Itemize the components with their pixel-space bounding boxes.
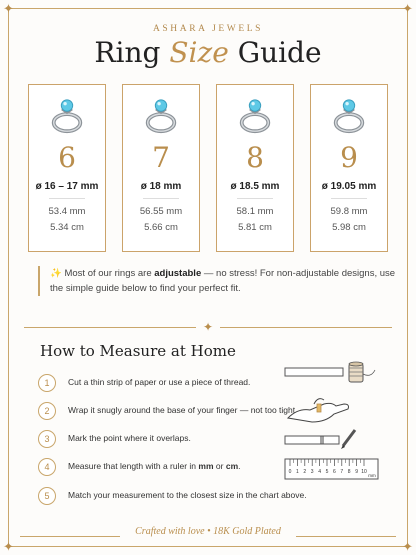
note-text-bold: adjustable	[154, 268, 202, 279]
ruler-tick-label: 10	[361, 469, 367, 475]
paper-strip-and-thread-icon	[283, 360, 383, 386]
ring-icon	[48, 97, 86, 135]
step-number: 2	[38, 402, 56, 420]
ruler-tick-label: 9	[355, 469, 358, 475]
step-text: Measure that length with a ruler in mm or cm.	[68, 461, 241, 471]
step-number: 3	[38, 430, 56, 448]
ruler-tick-label: 2	[303, 469, 307, 475]
how-to-measure-heading: How to Measure at Home	[40, 342, 236, 360]
ring-icon	[330, 97, 368, 135]
corner-star-icon: ✦	[402, 1, 413, 16]
ruler-unit-label: mm	[368, 473, 376, 478]
step-number: 4	[38, 458, 56, 476]
size-diameter: ø 19.05 mm	[321, 181, 377, 192]
size-number: 6	[58, 141, 76, 174]
title-part-1: Ring	[94, 36, 161, 69]
size-circumference-mm: 58.1 mm	[236, 206, 274, 217]
footer-tagline: Crafted with love • 18K Gold Plated	[135, 526, 281, 537]
card-divider	[49, 198, 85, 199]
corner-star-icon: ✦	[402, 539, 413, 554]
step-text: Wrap it snugly around the base of your finger — not too tight.	[68, 405, 298, 415]
ruler-tick-label: 0	[288, 469, 292, 475]
ruler-tick-label: 5	[325, 469, 329, 475]
corner-star-icon: ✦	[3, 1, 14, 16]
size-circumference-cm: 5.98 cm	[332, 222, 366, 233]
size-number: 7	[152, 141, 170, 174]
size-card-9	[310, 84, 388, 252]
section-divider	[24, 322, 392, 332]
size-diameter: ø 18.5 mm	[230, 181, 280, 192]
size-circumference-mm: 56.55 mm	[139, 206, 183, 217]
step-number: 1	[38, 374, 56, 392]
footer-line-right	[296, 536, 396, 537]
size-card-7	[122, 84, 200, 252]
size-circumference-mm: 53.4 mm	[48, 206, 86, 217]
note-text-pre: Most of our rings are	[64, 268, 152, 279]
card-divider	[331, 198, 367, 199]
ruler-tick-label: 3	[310, 469, 314, 475]
ruler-tick-label: 7	[340, 469, 344, 475]
size-number: 9	[340, 141, 358, 174]
hand-wrap-icon	[284, 390, 364, 426]
size-diameter: ø 16 – 17 mm	[35, 181, 99, 192]
adjustable-note	[38, 266, 400, 296]
divider-star-icon: ✦	[202, 320, 214, 334]
brand-name: ASHARA JEWELS	[152, 24, 264, 34]
ruler-tick-label: 4	[318, 469, 321, 475]
ruler-tick-label: 1	[296, 469, 299, 475]
ruler-tick-label: 6	[333, 469, 336, 475]
size-card-8	[216, 84, 294, 252]
note-text-post: — no stress! For non-adjustable designs, use the simple guide below to find your perfect fit.	[50, 268, 396, 294]
step-text: Match your measurement to the closest size in the chart above.	[68, 490, 307, 500]
size-number: 8	[246, 141, 264, 174]
ring-icon	[142, 97, 180, 135]
size-circumference-mm: 59.8 mm	[330, 206, 368, 217]
ring-icon	[236, 97, 274, 135]
ruler-tick-label: 8	[347, 469, 351, 475]
size-card-6	[28, 84, 106, 252]
size-circumference-cm: 5.34 cm	[50, 222, 84, 233]
mark-strip-pencil-icon	[283, 426, 363, 450]
size-diameter: ø 18 mm	[140, 181, 182, 192]
sparkle-icon: ✨	[50, 268, 62, 279]
page-title	[0, 36, 416, 69]
step-number: 5	[38, 487, 56, 505]
title-accent: Size	[169, 36, 229, 69]
step-text: Mark the point where it overlaps.	[68, 433, 191, 443]
corner-star-icon: ✦	[3, 539, 14, 554]
step-text: Cut a thin strip of paper or use a piece of thread.	[68, 377, 251, 387]
size-circumference-cm: 5.66 cm	[144, 222, 178, 233]
ruler-icon	[284, 456, 380, 482]
card-divider	[237, 198, 273, 199]
card-divider	[143, 198, 179, 199]
size-cards	[28, 84, 388, 250]
size-circumference-cm: 5.81 cm	[238, 222, 272, 233]
title-part-2: Guide	[237, 36, 322, 69]
